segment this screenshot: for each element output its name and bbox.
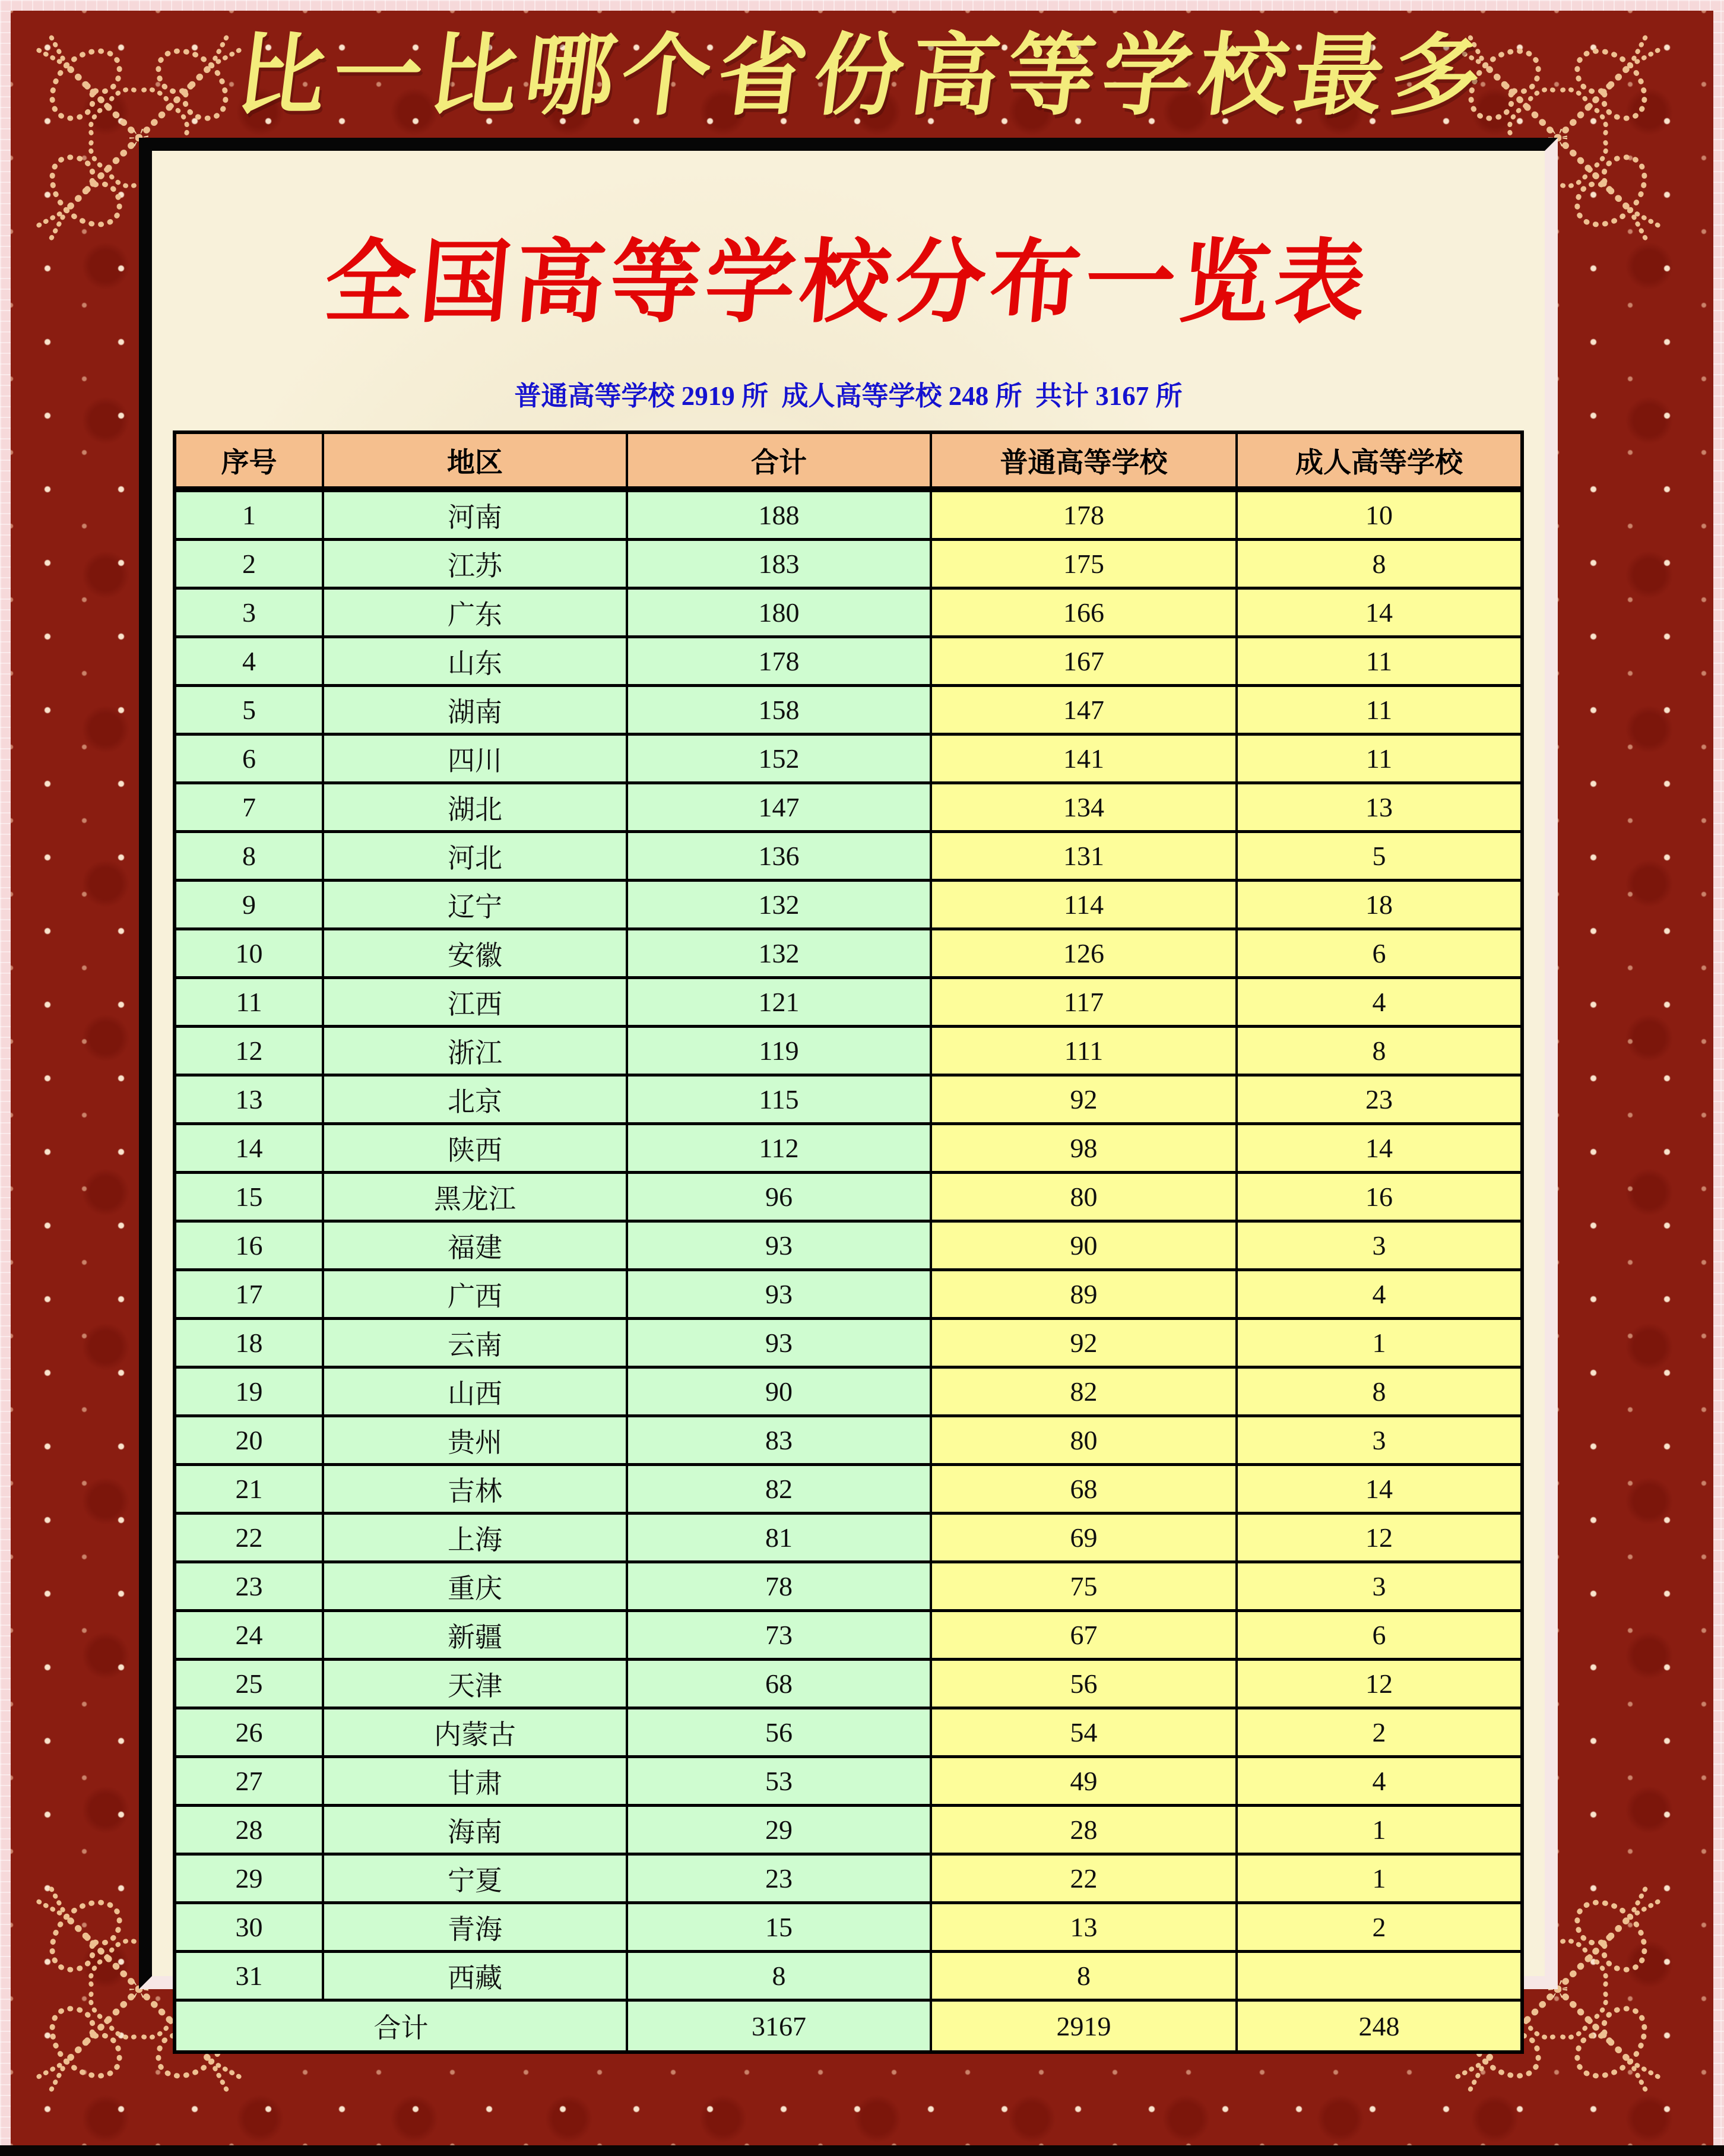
cell-total: 93 xyxy=(627,1221,931,1270)
cell-no: 29 xyxy=(175,1854,323,1903)
cell-adult: 2 xyxy=(1237,1903,1522,1952)
cell-total: 96 xyxy=(627,1173,931,1221)
cell-region: 安徽 xyxy=(323,929,627,978)
cell-region: 陕西 xyxy=(323,1124,627,1173)
col-header-region: 地区 xyxy=(323,432,627,489)
cell-total: 147 xyxy=(627,783,931,832)
cell-regular: 134 xyxy=(931,783,1237,832)
table-row xyxy=(175,1416,1522,1465)
cell-total: 81 xyxy=(627,1514,931,1562)
cell-regular: 54 xyxy=(931,1708,1237,1757)
cell-no: 18 xyxy=(175,1319,323,1367)
table-row xyxy=(175,735,1522,783)
cell-no: 28 xyxy=(175,1806,323,1854)
table-row xyxy=(175,1757,1522,1806)
cell-total: 53 xyxy=(627,1757,931,1806)
cell-regular: 92 xyxy=(931,1075,1237,1124)
table-row xyxy=(175,637,1522,686)
table-row xyxy=(175,1465,1522,1514)
cell-no: 31 xyxy=(175,1952,323,2000)
cell-total: 83 xyxy=(627,1416,931,1465)
cell-region: 江西 xyxy=(323,978,627,1027)
col-header-total: 合计 xyxy=(627,432,931,489)
cell-total: 82 xyxy=(627,1465,931,1514)
cell-no: 22 xyxy=(175,1514,323,1562)
table-row xyxy=(175,929,1522,978)
cell-adult: 14 xyxy=(1237,1124,1522,1173)
col-header-no: 序号 xyxy=(175,432,323,489)
cell-region: 上海 xyxy=(323,1514,627,1562)
cell-region: 黑龙江 xyxy=(323,1173,627,1221)
cell-regular: 80 xyxy=(931,1416,1237,1465)
cell-total: 90 xyxy=(627,1367,931,1416)
table-row xyxy=(175,1806,1522,1854)
table-row xyxy=(175,1708,1522,1757)
table-row xyxy=(175,1173,1522,1221)
total-row xyxy=(175,2000,1522,2053)
table-row xyxy=(175,540,1522,588)
cell-regular: 111 xyxy=(931,1027,1237,1075)
table-row xyxy=(175,1367,1522,1416)
cell-region: 吉林 xyxy=(323,1465,627,1514)
cell-total: 115 xyxy=(627,1075,931,1124)
table-row xyxy=(175,1611,1522,1660)
cell-no: 13 xyxy=(175,1075,323,1124)
cell-region: 重庆 xyxy=(323,1562,627,1611)
cell-region: 天津 xyxy=(323,1660,627,1708)
cell-adult: 1 xyxy=(1237,1319,1522,1367)
cell-total: 183 xyxy=(627,540,931,588)
cell-region: 广西 xyxy=(323,1270,627,1319)
cell-no: 25 xyxy=(175,1660,323,1708)
cell-regular: 22 xyxy=(931,1854,1237,1903)
total-sum: 3167 xyxy=(627,2000,931,2053)
cell-total: 29 xyxy=(627,1806,931,1854)
cell-adult: 3 xyxy=(1237,1562,1522,1611)
cell-adult: 8 xyxy=(1237,1367,1522,1416)
cell-total: 15 xyxy=(627,1903,931,1952)
table-row xyxy=(175,1514,1522,1562)
table-row xyxy=(175,783,1522,832)
cell-no: 21 xyxy=(175,1465,323,1514)
cell-no: 11 xyxy=(175,978,323,1027)
cell-total: 56 xyxy=(627,1708,931,1757)
cell-total: 136 xyxy=(627,832,931,881)
cell-regular: 68 xyxy=(931,1465,1237,1514)
cell-region: 福建 xyxy=(323,1221,627,1270)
cell-no: 26 xyxy=(175,1708,323,1757)
col-header-adult: 成人高等学校 xyxy=(1237,432,1522,489)
cell-region: 山东 xyxy=(323,637,627,686)
cell-adult: 11 xyxy=(1237,735,1522,783)
cell-no: 4 xyxy=(175,637,323,686)
cell-total: 68 xyxy=(627,1660,931,1708)
content-panel xyxy=(139,138,1558,2043)
cell-region: 甘肃 xyxy=(323,1757,627,1806)
cell-no: 2 xyxy=(175,540,323,588)
cell-adult: 12 xyxy=(1237,1660,1522,1708)
cell-no: 17 xyxy=(175,1270,323,1319)
table-row xyxy=(175,881,1522,929)
cell-region: 江苏 xyxy=(323,540,627,588)
cell-no: 20 xyxy=(175,1416,323,1465)
cell-adult: 11 xyxy=(1237,637,1522,686)
cell-region: 湖北 xyxy=(323,783,627,832)
cell-adult: 3 xyxy=(1237,1416,1522,1465)
cell-no: 23 xyxy=(175,1562,323,1611)
cell-no: 5 xyxy=(175,686,323,735)
table-row xyxy=(175,1075,1522,1124)
cell-adult: 14 xyxy=(1237,1465,1522,1514)
cell-regular: 49 xyxy=(931,1757,1237,1806)
cell-regular: 67 xyxy=(931,1611,1237,1660)
cell-adult: 6 xyxy=(1237,1611,1522,1660)
cell-regular: 82 xyxy=(931,1367,1237,1416)
cell-region: 河南 xyxy=(323,489,627,540)
cell-adult: 8 xyxy=(1237,1027,1522,1075)
cell-adult: 4 xyxy=(1237,1757,1522,1806)
cell-regular: 178 xyxy=(931,489,1237,540)
cell-adult: 12 xyxy=(1237,1514,1522,1562)
table-row xyxy=(175,1660,1522,1708)
cell-regular: 8 xyxy=(931,1952,1237,2000)
cell-regular: 75 xyxy=(931,1562,1237,1611)
total-label: 合计 xyxy=(175,2000,627,2053)
cell-regular: 90 xyxy=(931,1221,1237,1270)
cell-region: 四川 xyxy=(323,735,627,783)
table-row xyxy=(175,1124,1522,1173)
table-row xyxy=(175,1221,1522,1270)
cell-region: 辽宁 xyxy=(323,881,627,929)
cell-region: 西藏 xyxy=(323,1952,627,2000)
sheet-subtitle: 普通高等学校 2919 所 成人高等学校 248 所 共计 3167 所 xyxy=(514,381,1183,411)
cell-regular: 126 xyxy=(931,929,1237,978)
cell-no: 27 xyxy=(175,1757,323,1806)
cell-total: 132 xyxy=(627,881,931,929)
cell-regular: 167 xyxy=(931,637,1237,686)
cell-no: 14 xyxy=(175,1124,323,1173)
table-row xyxy=(175,1903,1522,1952)
header-row xyxy=(175,432,1522,489)
cell-total: 93 xyxy=(627,1270,931,1319)
banner-title: 比一比哪个省份高等学校最多 xyxy=(230,27,1494,126)
cell-no: 1 xyxy=(175,489,323,540)
cell-adult: 1 xyxy=(1237,1854,1522,1903)
cell-no: 19 xyxy=(175,1367,323,1416)
cell-adult: 18 xyxy=(1237,881,1522,929)
cell-total: 121 xyxy=(627,978,931,1027)
cell-no: 3 xyxy=(175,588,323,637)
cell-total: 178 xyxy=(627,637,931,686)
cell-no: 16 xyxy=(175,1221,323,1270)
cell-regular: 141 xyxy=(931,735,1237,783)
cell-region: 北京 xyxy=(323,1075,627,1124)
total-regular: 2919 xyxy=(931,2000,1237,2053)
cell-region: 广东 xyxy=(323,588,627,637)
cell-total: 188 xyxy=(627,489,931,540)
table-row xyxy=(175,832,1522,881)
sheet-title: 全国高等学校分布一览表 xyxy=(321,233,1375,333)
col-header-regular: 普通高等学校 xyxy=(931,432,1237,489)
cell-region: 湖南 xyxy=(323,686,627,735)
total-adult: 248 xyxy=(1237,2000,1522,2053)
cell-adult: 13 xyxy=(1237,783,1522,832)
cell-region: 新疆 xyxy=(323,1611,627,1660)
table-row xyxy=(175,1319,1522,1367)
table-row xyxy=(175,1270,1522,1319)
table-row xyxy=(175,978,1522,1027)
cell-region: 河北 xyxy=(323,832,627,881)
cell-region: 青海 xyxy=(323,1903,627,1952)
cell-regular: 175 xyxy=(931,540,1237,588)
cell-total: 112 xyxy=(627,1124,931,1173)
table-row xyxy=(175,686,1522,735)
cell-regular: 166 xyxy=(931,588,1237,637)
cell-adult: 1 xyxy=(1237,1806,1522,1854)
cell-no: 7 xyxy=(175,783,323,832)
cell-regular: 56 xyxy=(931,1660,1237,1708)
cell-no: 30 xyxy=(175,1903,323,1952)
cell-total: 119 xyxy=(627,1027,931,1075)
cell-adult: 8 xyxy=(1237,540,1522,588)
table-row xyxy=(175,489,1522,540)
cell-adult: 4 xyxy=(1237,978,1522,1027)
cell-adult: 14 xyxy=(1237,588,1522,637)
cell-region: 宁夏 xyxy=(323,1854,627,1903)
cell-regular: 89 xyxy=(931,1270,1237,1319)
cell-adult xyxy=(1237,1952,1522,2000)
cell-no: 15 xyxy=(175,1173,323,1221)
cell-adult: 2 xyxy=(1237,1708,1522,1757)
cell-total: 73 xyxy=(627,1611,931,1660)
cell-adult: 6 xyxy=(1237,929,1522,978)
cell-total: 152 xyxy=(627,735,931,783)
cell-region: 云南 xyxy=(323,1319,627,1367)
cell-total: 23 xyxy=(627,1854,931,1903)
cell-regular: 117 xyxy=(931,978,1237,1027)
cell-total: 8 xyxy=(627,1952,931,2000)
cell-regular: 98 xyxy=(931,1124,1237,1173)
bottom-shadow-strip xyxy=(0,2145,1724,2156)
cell-adult: 4 xyxy=(1237,1270,1522,1319)
table-row xyxy=(175,1952,1522,2000)
table-row xyxy=(175,1562,1522,1611)
cell-region: 山西 xyxy=(323,1367,627,1416)
table-row xyxy=(175,1027,1522,1075)
cell-total: 158 xyxy=(627,686,931,735)
cell-adult: 23 xyxy=(1237,1075,1522,1124)
cell-region: 贵州 xyxy=(323,1416,627,1465)
cell-region: 浙江 xyxy=(323,1027,627,1075)
cell-total: 78 xyxy=(627,1562,931,1611)
cell-region: 海南 xyxy=(323,1806,627,1854)
cell-regular: 92 xyxy=(931,1319,1237,1367)
cell-adult: 10 xyxy=(1237,489,1522,540)
cell-adult: 11 xyxy=(1237,686,1522,735)
cell-no: 12 xyxy=(175,1027,323,1075)
cell-regular: 80 xyxy=(931,1173,1237,1221)
table-row xyxy=(175,588,1522,637)
cell-no: 6 xyxy=(175,735,323,783)
cell-no: 8 xyxy=(175,832,323,881)
cell-regular: 131 xyxy=(931,832,1237,881)
cell-adult: 3 xyxy=(1237,1221,1522,1270)
cell-regular: 147 xyxy=(931,686,1237,735)
cell-regular: 69 xyxy=(931,1514,1237,1562)
cell-total: 180 xyxy=(627,588,931,637)
cell-no: 24 xyxy=(175,1611,323,1660)
cell-regular: 114 xyxy=(931,881,1237,929)
cell-adult: 5 xyxy=(1237,832,1522,881)
cell-regular: 28 xyxy=(931,1806,1237,1854)
cell-adult: 16 xyxy=(1237,1173,1522,1221)
cell-region: 内蒙古 xyxy=(323,1708,627,1757)
cell-no: 9 xyxy=(175,881,323,929)
distribution-table xyxy=(173,430,1524,2054)
cell-no: 10 xyxy=(175,929,323,978)
cell-total: 132 xyxy=(627,929,931,978)
table-row xyxy=(175,1854,1522,1903)
cell-regular: 13 xyxy=(931,1903,1237,1952)
cell-total: 93 xyxy=(627,1319,931,1367)
